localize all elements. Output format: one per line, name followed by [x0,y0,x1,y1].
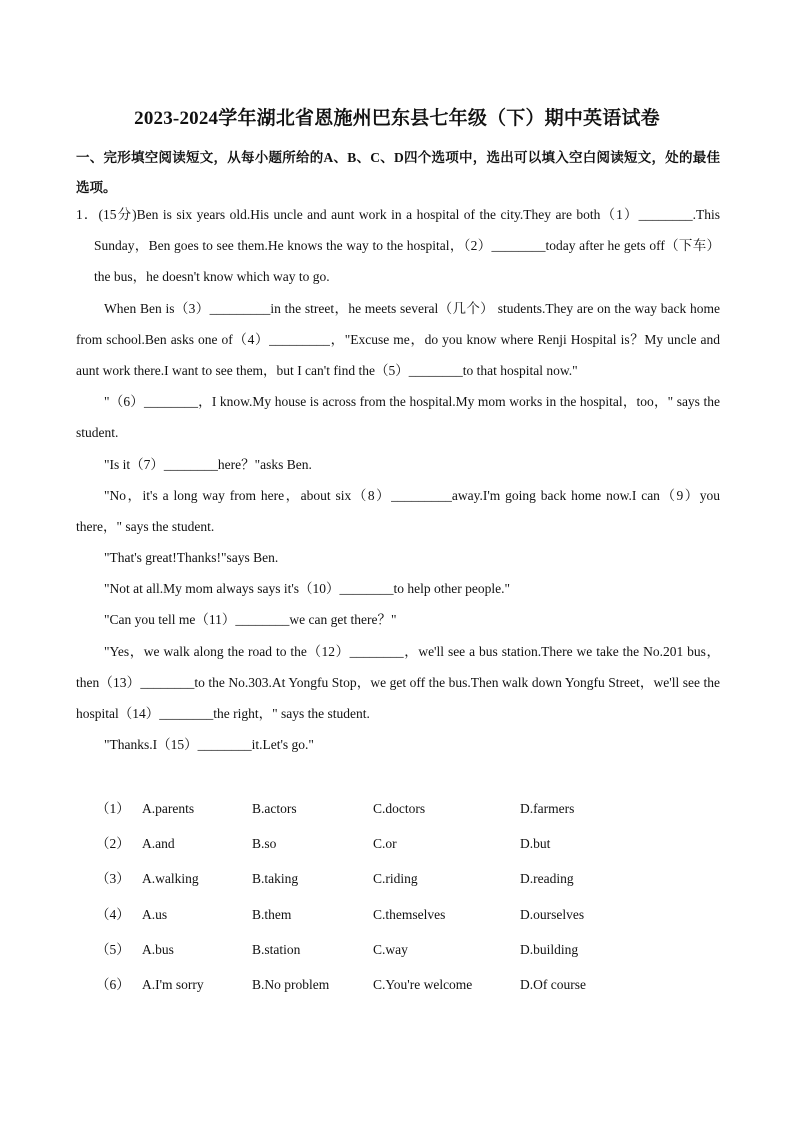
option-d[interactable]: D.reading [520,871,574,886]
option-b[interactable]: B.taking [252,871,299,886]
option-d[interactable]: D.farmers [520,801,575,816]
passage-paragraph-9: "Yes，we walk along the road to the（12）________，we'll see a bus station.There we take the No.201 bus，then（13）________to the No.303.At Yongfu Stop，we get off the bus.Then walk down Yongfu Street，we'll see the hospital（14）________the right，" says the student. [76,644,720,721]
option-d[interactable]: D.Of course [520,977,586,992]
page-title: 2023-2024学年湖北省恩施州巴东县七年级（下）期中英语试卷 [134,108,660,129]
option-a[interactable]: A.I'm sorry [142,977,204,992]
option-number: （3） [96,871,130,886]
passage-paragraph-2: When Ben is（3）_________in the street，he meets several（几个） students.They are on the way back home from school.Ben asks one of（4）_________，"Excuse me，do you know where Renji Hospital is？My uncle and aunt work there.I want to see them，but I can't find the（5）________to that hospital now." [76,301,720,378]
passage-paragraph-5: "No，it's a long way from here，about six（8）_________away.I'm going back home now.I can（9）you there，" says the student. [76,488,720,534]
option-a[interactable]: A.walking [142,871,199,886]
passage-paragraph-3: "（6）________，I know.My house is across from the hospital.My mom works in the hospital，too，" says the student. [76,394,720,440]
option-c[interactable]: C.You're welcome [373,977,473,992]
option-number: （6） [96,977,130,992]
option-row-3 [76,864,720,894]
option-number: （4） [96,907,130,922]
option-a[interactable]: A.us [142,907,168,922]
passage-paragraph-7: "Not at all.My mom always says it's（10）________to help other people." [104,581,511,596]
option-number: （2） [96,836,130,851]
option-b[interactable]: B.actors [252,801,297,816]
option-d[interactable]: D.ourselves [520,907,585,922]
passage-paragraph-8: "Can you tell me（11）________we can get there？" [104,612,397,627]
option-d[interactable]: D.building [520,942,579,957]
option-c[interactable]: C.riding [373,871,418,886]
option-a[interactable]: A.bus [142,942,174,957]
option-number: （5） [96,942,130,957]
option-c[interactable]: C.themselves [373,907,446,922]
option-c[interactable]: C.way [373,942,408,957]
passage-paragraph-10: "Thanks.I（15）________it.Let's go." [104,737,314,752]
option-b[interactable]: B.No problem [252,977,330,992]
option-row-6 [76,970,720,1000]
option-b[interactable]: B.station [252,942,301,957]
option-number: （1） [96,801,130,816]
option-c[interactable]: C.or [373,836,397,851]
option-c[interactable]: C.doctors [373,801,426,816]
option-row-1 [76,794,720,824]
passage-paragraph-1: 1．(15分)Ben is six years old.His uncle and aunt work in a hospital of the city.They are both（1）________.This Sunday，Ben goes to see them.He knows the way to the hospital，（2）________today after he gets off（下车） the bus，he doesn't know which way to go. [76,207,720,284]
option-b[interactable]: B.so [252,836,277,851]
option-a[interactable]: A.parents [142,801,195,816]
option-row-2 [76,829,720,859]
option-b[interactable]: B.them [252,907,292,922]
option-row-5 [76,935,720,965]
option-a[interactable]: A.and [142,836,175,851]
passage-paragraph-4: "Is it（7）________here？"asks Ben. [104,457,312,472]
option-row-4 [76,900,720,930]
option-d[interactable]: D.but [520,836,551,851]
section-heading: 一、完形填空阅读短文，从每小题所给的A、B、C、D四个选项中，选出可以填入空白阅读短文，处的最佳选项。 [76,150,720,195]
passage-paragraph-6: "That's great!Thanks!"says Ben. [104,550,279,565]
